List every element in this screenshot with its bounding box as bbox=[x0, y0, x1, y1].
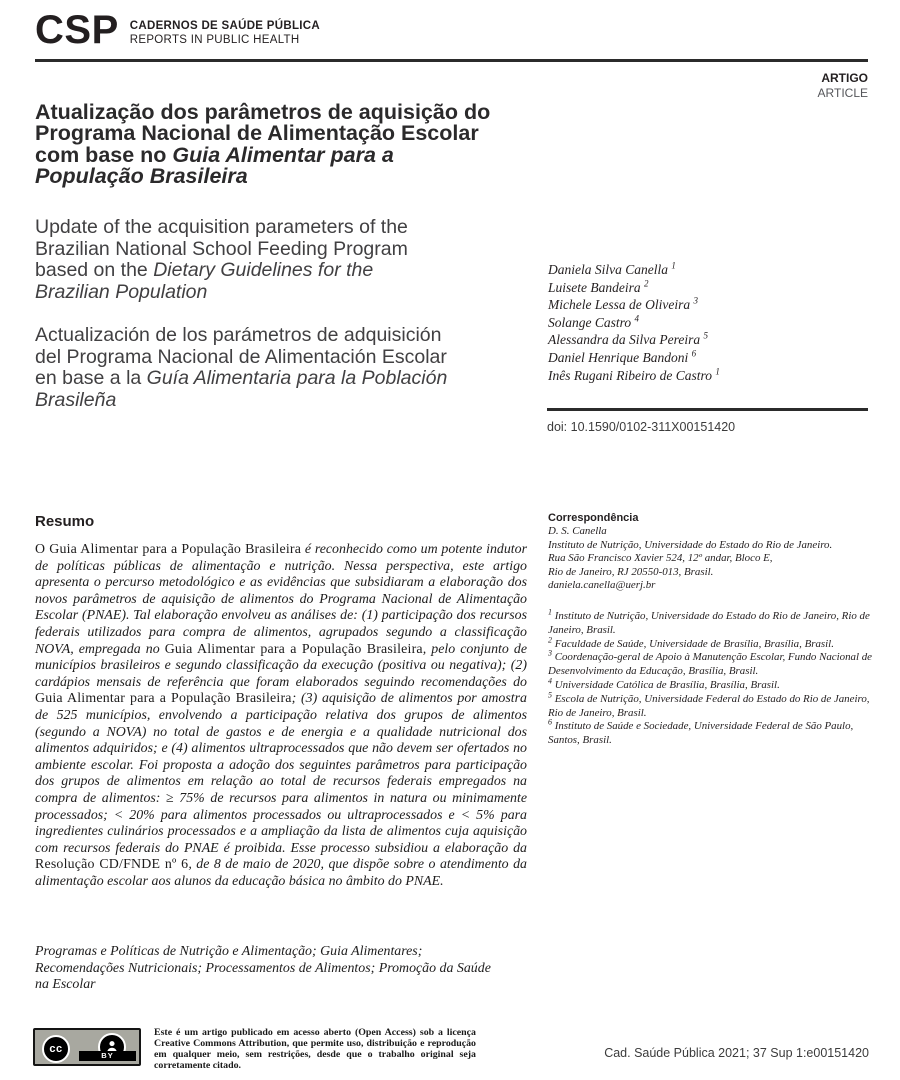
text-segment: , pelo conjunto de municípios brasileiros e segundo classificação da execução (positiva ou negativa); (2) cardápios mensais de referência que foram elaborados seguindo recomendações do bbox=[35, 641, 528, 690]
license-text: Este é um artigo publicado em acesso aberto (Open Access) sob a licença Creative Commons Attribution, que permite uso, distribuição e reprodução em qualquer meio, sem restrições, desde que o trabalho original seja corretamente citado. bbox=[154, 1027, 476, 1071]
correspondence-line: Rua São Francisco Xavier 524, 12º andar, Bloco E, bbox=[548, 552, 773, 565]
affiliation-item: $^3$ Coordenação-geral de Apoio à Manutenção Escolar, Fundo Nacional de Desenvolvimento da Educação, Brasília, Brasil. bbox=[548, 648, 873, 678]
text-segment: Brazilian Population bbox=[35, 280, 208, 303]
text-segment: Guia Alimentar para a bbox=[172, 142, 394, 167]
title-line bbox=[35, 325, 575, 347]
article-type-pt: ARTIGO bbox=[821, 71, 868, 85]
text-segment: Atualização dos parâmetros de aquisição do bbox=[35, 100, 491, 124]
text-segment: População Brasileira bbox=[35, 164, 248, 189]
author-row: Michele Lessa de Oliveira $^3$ bbox=[548, 295, 698, 313]
correspondence-line: Rio de Janeiro, RJ 20550-013, Brasil. bbox=[548, 565, 714, 578]
article-type-en: ARTICLE bbox=[817, 86, 868, 100]
title-line bbox=[35, 390, 575, 412]
abstract-heading: Resumo bbox=[35, 513, 95, 530]
title-line bbox=[35, 347, 575, 369]
text-segment: é reconhecido como um potente indutor de políticas públicas de alimentação e nutrição. Nessa perspectiva, este artigo apresenta o percurso metodológico e as evidências que subsidiaram a elaboração dos novos parâmetros de aquisição de alimentos do Programa Nacional de Alimentação Escolar (PNAE). Tal elaboração envolveu as análises de: (1) participação dos recursos federais utilizados para compra de alimentos, agrupados segundo a classificação NOVA, empregada no bbox=[35, 542, 527, 657]
journal-logo: CSP bbox=[35, 8, 119, 52]
title-line bbox=[35, 217, 575, 239]
affiliation-item: $^6$ Instituto de Saúde e Sociedade, Universidade Federal de São Paulo, Santos, Brasil. bbox=[548, 717, 854, 747]
cc-by-badge[interactable] bbox=[33, 1028, 141, 1066]
title-english bbox=[35, 217, 575, 303]
author-row: Alessandra da Silva Pereira $^5$ bbox=[548, 330, 708, 348]
affiliation-item: $^2$ Faculdade de Saúde, Universidade de Brasília, Brasília, Brasil. bbox=[548, 634, 834, 650]
keywords: Programas e Políticas de Nutrição e Alimentação; Guia Alimentares; Recomendações Nutricionais; Processamentos de Alimentos; Promoção da Saúde na Escolar bbox=[35, 944, 491, 993]
correspondence-lines bbox=[548, 525, 878, 592]
title-line bbox=[35, 142, 575, 167]
text-segment: Dietary Guidelines for the bbox=[153, 259, 374, 281]
article-type bbox=[818, 71, 868, 101]
title-line bbox=[35, 166, 575, 187]
cc-icon: cc bbox=[42, 1035, 70, 1063]
text-segment: Update of the acquisition parameters of the bbox=[35, 216, 408, 238]
title-portuguese bbox=[35, 102, 575, 188]
affiliation-item: $^4$ Universidade Católica de Brasília, Brasília, Brasil. bbox=[548, 676, 780, 691]
text-segment: O Guia Alimentar para a População Brasileira bbox=[35, 542, 302, 557]
author-row: Daniel Henrique Bandoni $^6$ bbox=[548, 348, 697, 365]
abstract-text bbox=[35, 542, 527, 890]
text-segment: com base no bbox=[35, 142, 173, 167]
text-segment: en base a la bbox=[35, 367, 147, 389]
text-segment: Programa Nacional de Alimentação Escolar bbox=[35, 121, 479, 146]
text-segment: Brazilian National School Feeding Program bbox=[35, 237, 408, 260]
text-segment: Actualización de los parámetros de adquisición bbox=[35, 324, 442, 346]
title-line bbox=[35, 282, 575, 304]
affiliation-item: $^1$ Instituto de Nutrição, Universidade do Estado do Rio de Janeiro, Rio de Janeiro, Brasil. bbox=[548, 607, 870, 636]
affiliations-list bbox=[548, 607, 880, 748]
author-row: Inês Rugani Ribeiro de Castro $^1$ bbox=[548, 366, 720, 383]
correspondence-label: Correspondência bbox=[548, 512, 639, 524]
journal-header bbox=[35, 8, 320, 52]
footer-citation: Cad. Saúde Pública 2021; 37 Sup 1:e00151420 bbox=[604, 1046, 869, 1060]
text-segment: del Programa Nacional de Alimentación Escolar bbox=[35, 345, 447, 368]
text-segment: ; (3) aquisição de alimentos por amostra de 525 municípios, envolvendo a participação relativa dos grupos de alimentos (segundo a NOVA) no total de gastos e de energia e a qualidade nutricional dos alimentos adquiridos; e (4) alimentos ultraprocessados que não devem ser ofertados no ambiente escolar. Foi proposta a adoção dos seguintes parâmetros para participação dos grupos de alimentos em relação ao total de recursos federais empregados na compra de alimentos: ≥ 75% de recursos para alimentos in natura ou minimamente processados; < 20% para alimentos processados ou ultraprocessados e < 5% para ingredientes culinários processados e a ampliação da lista de alimentos cuja aquisição com recursos federais do PNAE é proibida. Esse processo subsidiou a elaboração da bbox=[35, 691, 527, 856]
correspondence-line: D. S. Canella bbox=[548, 525, 607, 538]
journal-name-en: REPORTS IN PUBLIC HEALTH bbox=[129, 34, 300, 46]
license-block bbox=[33, 1028, 476, 1072]
correspondence-email[interactable]: daniela.canella@uerj.br bbox=[548, 579, 656, 592]
journal-name-pt: CADERNOS DE SAÚDE PÚBLICA bbox=[129, 20, 320, 32]
text-segment: Brasileña bbox=[35, 388, 117, 411]
title-line bbox=[35, 239, 575, 261]
text-segment: Guia Alimentar para a População Brasileira bbox=[35, 691, 292, 707]
title-line bbox=[35, 260, 575, 282]
journal-names bbox=[130, 13, 320, 47]
affiliation-item: $^5$ Escola de Nutrição, Universidade Federal do Estado do Rio de Janeiro, Rio de Janeiro, Brasil. bbox=[548, 690, 870, 719]
header-rule bbox=[35, 59, 868, 62]
text-segment: Guia Alimentar para a População Brasileira bbox=[164, 641, 423, 657]
by-label: BY bbox=[79, 1051, 136, 1061]
correspondence-block bbox=[548, 512, 878, 592]
title-line bbox=[35, 123, 575, 144]
title-spanish bbox=[35, 325, 575, 411]
text-segment: based on the bbox=[35, 259, 154, 281]
correspondence-line: Instituto de Nutrição, Universidade do Estado do Rio de Janeiro. bbox=[548, 538, 833, 551]
text-segment: Resolução CD/FNDE nº 6 bbox=[35, 857, 189, 873]
author-row: Luisete Bandeira $^2$ bbox=[548, 278, 649, 295]
title-line bbox=[35, 102, 575, 123]
title-line bbox=[35, 368, 575, 390]
doi-rule bbox=[547, 408, 868, 411]
text-segment: , de 8 de maio de 2020, que dispõe sobre o atendimento da alimentação escolar aos alunos da educação básica no âmbito do PNAE. bbox=[35, 857, 527, 889]
author-row: Solange Castro $^4$ bbox=[548, 313, 640, 330]
doi: doi: 10.1590/0102-311X00151420 bbox=[547, 420, 736, 434]
authors-list bbox=[548, 261, 720, 384]
author-row: Daniela Silva Canella $^1$ bbox=[548, 260, 676, 277]
text-segment: Guía Alimentaria para la Población bbox=[146, 367, 448, 389]
